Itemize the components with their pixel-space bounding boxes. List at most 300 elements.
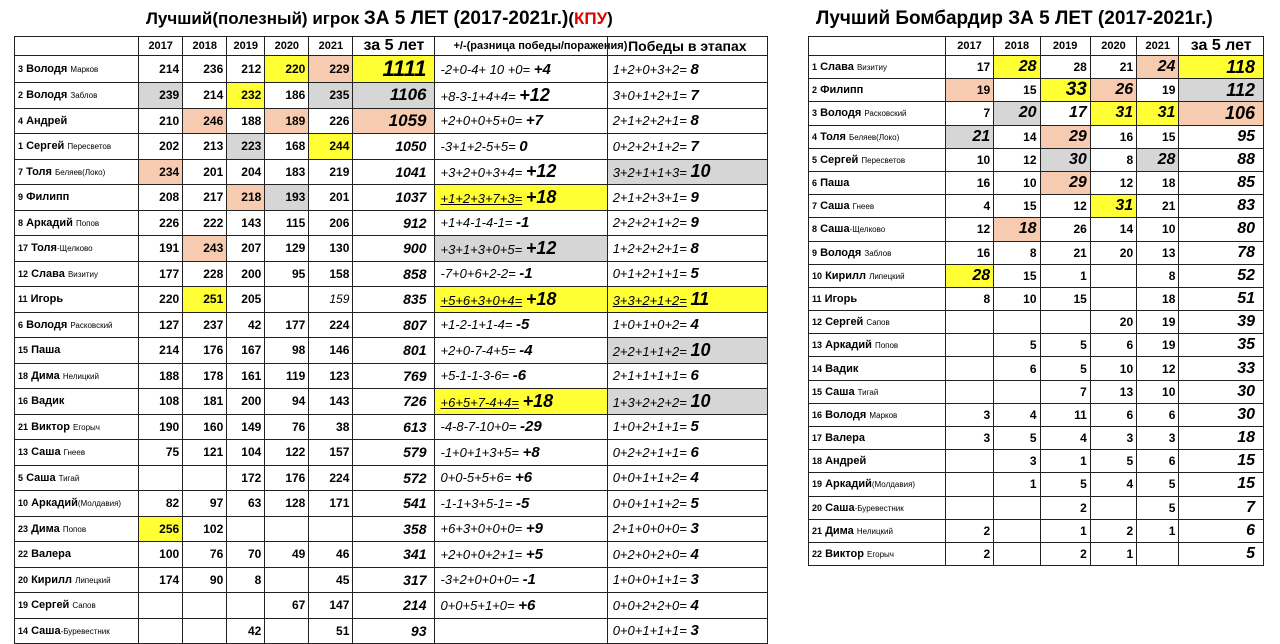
wins-result: 8 <box>690 60 699 78</box>
year-2020-cell: 49 <box>265 542 309 568</box>
year-2020-cell <box>1090 264 1136 287</box>
year-2018-cell: 217 <box>183 185 227 211</box>
player-cell <box>15 56 139 83</box>
player-name: Кирилл <box>825 269 867 282</box>
year-2019-cell: 149 <box>227 414 265 440</box>
year-2017-cell <box>139 593 183 619</box>
year-2019-cell: 218 <box>227 185 265 211</box>
diff-result: -5 <box>516 494 530 512</box>
wins-expression: 1+0+1+0+2= <box>612 317 687 333</box>
best-scorer-table <box>808 36 1264 566</box>
year-2017-cell: 3 <box>945 403 993 426</box>
year-2017-cell: 10 <box>945 148 993 171</box>
wins-result: 8 <box>690 239 699 257</box>
diff-result: +12 <box>525 161 557 182</box>
year-2019-cell: 4 <box>1040 427 1090 450</box>
player-cell <box>809 171 946 194</box>
year-2020-cell: 6 <box>1090 403 1136 426</box>
year-2017-cell <box>945 450 993 473</box>
year-2017-cell <box>945 334 993 357</box>
diff-result: -1 <box>522 571 536 589</box>
year-2018-cell: 15 <box>994 79 1040 102</box>
total-cell: 15 <box>1179 450 1264 473</box>
table-row <box>809 450 1264 473</box>
year-2021-cell <box>309 287 353 313</box>
player-cell <box>15 83 139 109</box>
year-2018-cell: 4 <box>994 403 1040 426</box>
total-cell: 801 <box>353 338 435 364</box>
player-name: Слава <box>31 267 65 280</box>
total-cell: 80 <box>1179 218 1264 241</box>
year-2021-cell: 5 <box>1137 473 1179 496</box>
player-number: 17 <box>812 433 823 444</box>
wins-cell <box>607 542 767 568</box>
player-surname: Гнеев <box>63 448 86 458</box>
total-cell: 613 <box>353 414 435 440</box>
year-2019-cell: 232 <box>227 83 265 109</box>
wins-cell <box>607 159 767 185</box>
diff-expression: -3+2+0+0+0= <box>440 572 519 588</box>
diff-expression: -3+1+2-5+5= <box>440 138 516 154</box>
player-cell <box>15 363 139 389</box>
player-cell <box>15 491 139 517</box>
player-cell <box>15 236 139 262</box>
wins-cell <box>607 414 767 440</box>
wins-expression: 1+0+0+1+1= <box>612 572 687 588</box>
player-name: Саша <box>825 385 855 398</box>
year-2020-cell: 128 <box>265 491 309 517</box>
year-2017-cell: 190 <box>139 414 183 440</box>
year-2018-cell: 176 <box>183 338 227 364</box>
player-surname: Заблов <box>864 248 892 258</box>
table-row <box>809 380 1264 403</box>
year-2019-cell: 5 <box>1040 357 1090 380</box>
diff-expression: -2+0-4+ 10 +0= <box>440 61 531 77</box>
player-number: 3 <box>18 64 24 74</box>
table-row <box>15 83 768 109</box>
year-2017-cell: 82 <box>139 491 183 517</box>
year-2017-cell <box>139 618 183 644</box>
year-2017-cell: 28 <box>945 264 993 287</box>
diff-cell <box>435 618 607 644</box>
header-2018: 2018 <box>183 37 227 56</box>
diff-cell <box>435 210 607 236</box>
player-cell <box>809 102 946 125</box>
diff-result: +9 <box>525 520 543 538</box>
total-cell: 579 <box>353 440 435 466</box>
player-name: Саша <box>820 200 850 213</box>
year-2019-cell: 2 <box>1040 542 1090 565</box>
table-row <box>15 567 768 593</box>
year-2018-cell: 228 <box>183 261 227 287</box>
year-2017-cell: 19 <box>945 79 993 102</box>
player-number: 20 <box>18 574 29 585</box>
year-2020-cell <box>265 287 309 313</box>
year-2018-cell <box>183 618 227 644</box>
player-number: 3 <box>812 108 818 119</box>
year-2020-cell: 5 <box>1090 450 1136 473</box>
player-cell <box>809 264 946 287</box>
table-row <box>15 491 768 517</box>
diff-result: +5 <box>525 545 543 563</box>
player-name: Володя <box>825 408 867 421</box>
year-2019-cell: 17 <box>1040 102 1090 125</box>
table-row <box>809 287 1264 310</box>
header-2017: 2017 <box>945 37 993 56</box>
table-row <box>15 440 768 466</box>
year-2017-cell: 234 <box>139 159 183 185</box>
year-2020-cell: 20 <box>1090 311 1136 334</box>
year-2021-cell: 235 <box>309 83 353 109</box>
diff-expression: +1-2-1+1-4= <box>440 317 513 333</box>
year-2020-cell: 13 <box>1090 380 1136 403</box>
player-cell <box>15 389 139 415</box>
diff-cell <box>435 56 607 83</box>
diff-expression: -1-1+3+5-1= <box>440 495 513 511</box>
player-surname: Визитиу <box>67 269 99 279</box>
year-2020-cell: 3 <box>1090 427 1136 450</box>
total-cell: 95 <box>1179 125 1264 148</box>
total-cell: 88 <box>1179 148 1264 171</box>
year-2018-cell: 243 <box>183 236 227 262</box>
year-2019-cell: 11 <box>1040 403 1090 426</box>
diff-result: +18 <box>525 288 557 309</box>
diff-result: 0 <box>519 137 528 155</box>
player-number: 11 <box>812 293 822 304</box>
wins-cell <box>607 312 767 338</box>
year-2019-cell: 28 <box>1040 56 1090 79</box>
total-cell: 1041 <box>353 159 435 185</box>
year-2018-cell: 12 <box>994 148 1040 171</box>
wins-cell <box>607 618 767 644</box>
wins-expression: 0+0+2+2+0= <box>612 597 687 613</box>
year-2021-cell: 15 <box>1137 125 1179 148</box>
wins-result: 7 <box>690 137 699 155</box>
player-cell <box>809 357 946 380</box>
wins-cell <box>607 56 767 83</box>
year-2021-cell: 12 <box>1137 357 1179 380</box>
player-cell <box>809 403 946 426</box>
year-2018-cell: 8 <box>994 241 1040 264</box>
diff-result: -5 <box>516 316 530 334</box>
year-2021-cell: 219 <box>309 159 353 185</box>
wins-expression: 3+0+1+2+1= <box>612 87 687 103</box>
table-row <box>809 218 1264 241</box>
player-cell <box>809 473 946 496</box>
player-number: 13 <box>18 447 29 458</box>
table-row <box>15 210 768 236</box>
table-row <box>15 108 768 134</box>
year-2019-cell: 70 <box>227 542 265 568</box>
wins-cell <box>607 593 767 619</box>
table-row <box>15 363 768 389</box>
player-number: 22 <box>812 549 823 560</box>
year-2021-cell: 10 <box>1137 218 1179 241</box>
player-surname: -Буревестник <box>854 503 904 513</box>
year-2017-cell <box>945 357 993 380</box>
player-cell <box>809 380 946 403</box>
year-2019-cell: 30 <box>1040 148 1090 171</box>
diff-cell <box>435 363 607 389</box>
table-row <box>15 516 768 542</box>
year-2017-cell <box>945 380 993 403</box>
year-2021-cell: 224 <box>309 312 353 338</box>
player-surname: -Щелково <box>56 244 93 254</box>
year-2020-cell: 220 <box>265 56 309 83</box>
player-cell <box>15 312 139 338</box>
year-2017-cell: 16 <box>945 171 993 194</box>
player-number: 22 <box>18 549 29 560</box>
year-2021-cell: 28 <box>1137 148 1179 171</box>
year-2021-cell <box>1137 542 1179 565</box>
diff-result: +4 <box>533 60 551 78</box>
wins-expression: 1+3+2+2+2= <box>612 394 687 410</box>
player-surname: Нелицкий <box>856 526 893 536</box>
total-cell: 1037 <box>353 185 435 211</box>
player-cell <box>15 108 139 134</box>
year-2019-cell: 7 <box>1040 380 1090 403</box>
wins-expression: 2+2+2+1+2= <box>612 215 687 231</box>
year-2021-cell: 171 <box>309 491 353 517</box>
table-row <box>809 264 1264 287</box>
year-2018-cell <box>994 519 1040 542</box>
header-player <box>809 37 946 56</box>
player-surname: (Молдавия) <box>77 499 122 509</box>
year-2018-cell: 5 <box>994 427 1040 450</box>
year-2017-cell <box>139 465 183 491</box>
year-2021-cell: 5 <box>1137 496 1179 519</box>
wins-expression: 1+0+2+1+1= <box>612 419 687 435</box>
wins-cell <box>607 261 767 287</box>
year-2020-cell: 115 <box>265 210 309 236</box>
player-cell <box>809 79 946 102</box>
diff-expression: -7+0+6+2-2= <box>440 266 516 282</box>
player-cell <box>15 516 139 542</box>
total-cell: 83 <box>1179 195 1264 218</box>
player-number: 18 <box>18 370 29 381</box>
player-surname: Сапов <box>72 601 96 611</box>
year-2019-cell: 1 <box>1040 264 1090 287</box>
year-2020-cell: 189 <box>265 108 309 134</box>
wins-cell <box>607 465 767 491</box>
table-row <box>15 338 768 364</box>
player-surname: Липецкий <box>869 271 905 281</box>
wins-expression: 3+3+2+1+2= <box>612 292 687 308</box>
year-2021-cell: 45 <box>309 567 353 593</box>
wins-result: 8 <box>690 112 699 130</box>
table-row <box>15 593 768 619</box>
wins-result: 5 <box>690 418 699 436</box>
player-name: Кирилл <box>31 573 73 586</box>
diff-cell <box>435 593 607 619</box>
diff-cell <box>435 261 607 287</box>
header-2018: 2018 <box>994 37 1040 56</box>
player-number: 23 <box>18 523 29 534</box>
player-number: 7 <box>812 201 818 212</box>
year-2017-cell: 7 <box>945 102 993 125</box>
year-2018-cell: 10 <box>994 287 1040 310</box>
player-cell <box>15 185 139 211</box>
year-2020-cell: 67 <box>265 593 309 619</box>
diff-result: -1 <box>519 265 533 283</box>
year-2018-cell <box>183 593 227 619</box>
player-name: Андрей <box>825 455 867 468</box>
wins-result: 4 <box>690 596 699 614</box>
total-cell: 1111 <box>353 56 435 83</box>
player-number: 16 <box>18 396 29 407</box>
player-name: Аркадий <box>825 478 872 491</box>
header-player <box>15 37 139 56</box>
year-2021-cell: 244 <box>309 134 353 160</box>
wins-cell <box>607 567 767 593</box>
year-2019-cell: 167 <box>227 338 265 364</box>
year-2017-cell <box>945 473 993 496</box>
year-2018-cell: 3 <box>994 450 1040 473</box>
player-surname: Расковский <box>70 320 113 330</box>
year-2019-cell: 104 <box>227 440 265 466</box>
player-number: 14 <box>18 625 29 636</box>
year-2019-cell: 1 <box>1040 450 1090 473</box>
year-2021-cell: 146 <box>309 338 353 364</box>
year-2017-cell: 75 <box>139 440 183 466</box>
year-2019-cell: 29 <box>1040 125 1090 148</box>
year-2021-cell: 3 <box>1137 427 1179 450</box>
player-cell <box>809 195 946 218</box>
wins-result: 9 <box>690 214 699 232</box>
player-number: 9 <box>18 192 24 203</box>
year-2019-cell: 2 <box>1040 496 1090 519</box>
player-number: 7 <box>18 166 24 177</box>
total-cell: 15 <box>1179 473 1264 496</box>
player-surname: Егорыч <box>73 422 100 432</box>
total-cell: 51 <box>1179 287 1264 310</box>
year-2020-cell: 31 <box>1090 102 1136 125</box>
wins-expression: 1+2+2+2+1= <box>612 240 687 256</box>
year-2018-cell <box>994 380 1040 403</box>
total-cell: 835 <box>353 287 435 313</box>
diff-cell <box>435 338 607 364</box>
table-row <box>809 102 1264 125</box>
header-2021: 2021 <box>309 37 353 56</box>
player-number: 15 <box>812 386 823 397</box>
year-2021-cell: 46 <box>309 542 353 568</box>
year-2019-cell: 63 <box>227 491 265 517</box>
player-number: 8 <box>18 217 24 228</box>
player-name: Сергей <box>26 140 65 153</box>
year-2021-cell: 19 <box>1137 334 1179 357</box>
player-cell <box>15 414 139 440</box>
diff-cell <box>435 108 607 134</box>
player-name: Игорь <box>824 292 858 305</box>
year-2018-cell <box>994 311 1040 334</box>
year-2020-cell <box>265 618 309 644</box>
year-2019-cell: 1 <box>1040 519 1090 542</box>
player-surname: Тигай <box>58 473 80 483</box>
wins-cell <box>607 108 767 134</box>
total-cell: 807 <box>353 312 435 338</box>
year-2020-cell: 2 <box>1090 519 1136 542</box>
player-number: 9 <box>812 247 818 258</box>
year-2019-cell: 205 <box>227 287 265 313</box>
player-number: 17 <box>18 243 29 254</box>
table-row <box>809 496 1264 519</box>
player-cell <box>15 287 139 313</box>
player-cell <box>15 618 139 644</box>
year-2019-cell <box>227 516 265 542</box>
header-wins: Победы в этапах <box>607 37 767 56</box>
diff-expression: -1+0+1+3+5= <box>440 444 519 460</box>
year-2019-cell: 172 <box>227 465 265 491</box>
player-name: Саша <box>820 223 850 236</box>
player-cell <box>809 148 946 171</box>
year-2019-cell: 42 <box>227 618 265 644</box>
table-row <box>15 389 768 415</box>
player-surname: Сапов <box>866 318 890 328</box>
player-name: Валера <box>825 432 865 445</box>
year-2018-cell: 18 <box>994 218 1040 241</box>
table-row <box>15 542 768 568</box>
diff-expression: +3+1+3+0+5= <box>440 241 523 257</box>
year-2017-cell: 220 <box>139 287 183 313</box>
player-surname: -Буревестник <box>60 626 110 636</box>
wins-result: 7 <box>690 86 699 104</box>
total-cell: 572 <box>353 465 435 491</box>
year-2019-cell: 42 <box>227 312 265 338</box>
year-2018-cell: 5 <box>994 334 1040 357</box>
wins-result: 4 <box>690 316 699 334</box>
year-2021-cell: 143 <box>309 389 353 415</box>
year-2018-cell: 222 <box>183 210 227 236</box>
left-table-title <box>146 8 613 30</box>
player-surname: Тигай <box>857 387 879 397</box>
wins-result: 4 <box>690 469 699 487</box>
diff-result: +6 <box>514 469 533 487</box>
diff-result: +7 <box>525 112 543 130</box>
year-2019-cell: 188 <box>227 108 265 134</box>
year-2020-cell: 122 <box>265 440 309 466</box>
table-row <box>809 334 1264 357</box>
year-2017-cell: 202 <box>139 134 183 160</box>
player-name: Дима <box>31 522 60 535</box>
player-cell <box>15 210 139 236</box>
player-name: Андрей <box>26 114 68 127</box>
diff-expression: +6+5+7-4+4= <box>440 394 519 410</box>
year-2019-cell: 33 <box>1040 79 1090 102</box>
player-cell <box>15 134 139 160</box>
player-name: Сергей <box>825 316 864 329</box>
table-row <box>809 519 1264 542</box>
year-2020-cell: 186 <box>265 83 309 109</box>
year-2020-cell: 31 <box>1090 195 1136 218</box>
player-name: Володя <box>820 246 862 259</box>
year-2019-cell: 200 <box>227 261 265 287</box>
year-2021-cell: 18 <box>1137 287 1179 310</box>
year-2021-cell: 38 <box>309 414 353 440</box>
player-surname: Марков <box>869 410 898 420</box>
year-2020-cell: 95 <box>265 261 309 287</box>
year-2018-cell: 201 <box>183 159 227 185</box>
table-row <box>809 171 1264 194</box>
player-cell <box>809 519 946 542</box>
table-row <box>809 473 1264 496</box>
year-2018-cell <box>994 496 1040 519</box>
player-surname: Попов <box>874 341 899 351</box>
player-name: Сергей <box>31 599 70 612</box>
wins-cell <box>607 363 767 389</box>
wins-expression: 2+1+2+3+1= <box>612 189 687 205</box>
player-name: Аркадий <box>825 339 872 352</box>
table-row <box>15 261 768 287</box>
